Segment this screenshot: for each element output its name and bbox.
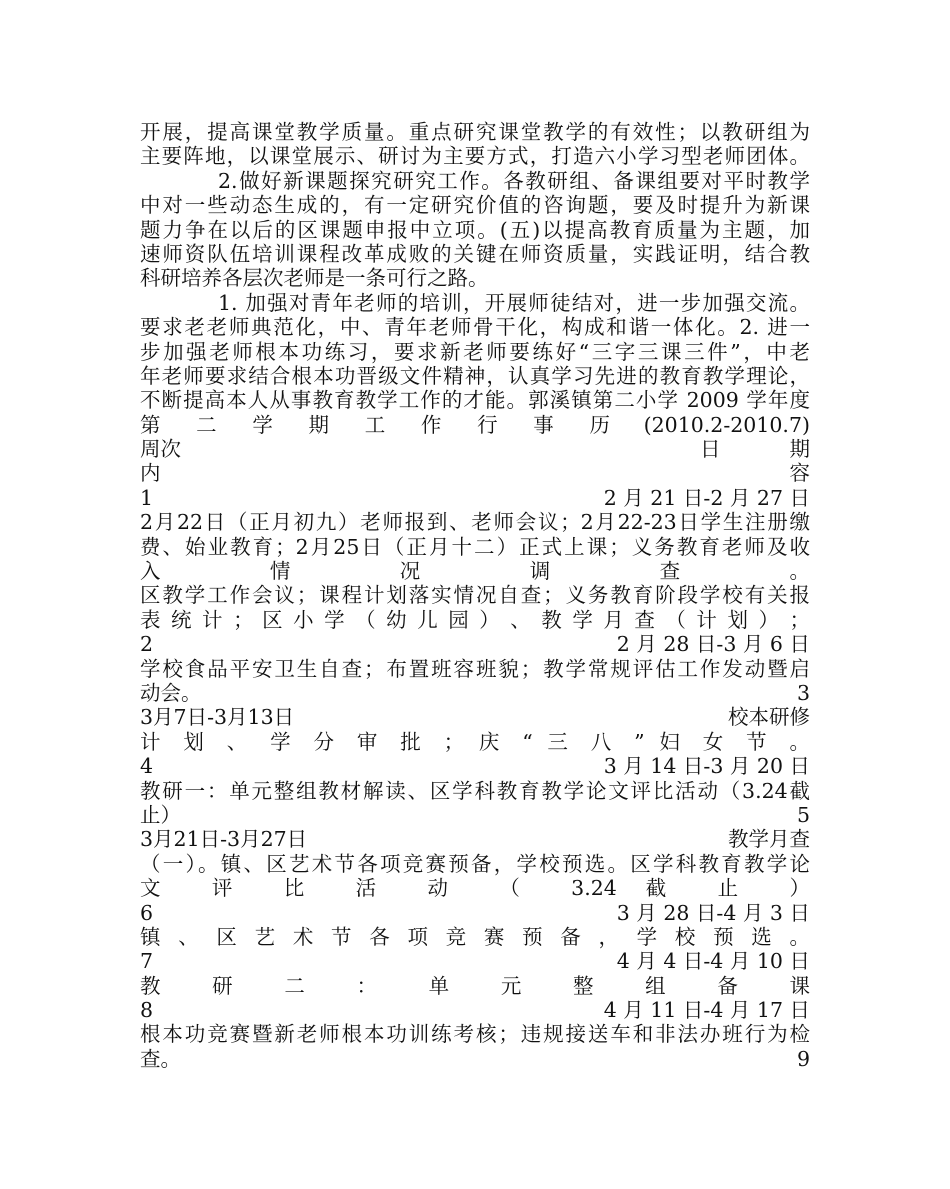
text-line: 速师资队伍培训课程改革成败的关键在师资质量，实践证明，结合教 — [140, 241, 810, 266]
calendar-title: 第 二 学 期 工 作 行 事 历 — [140, 412, 610, 437]
text-line: 2月22日（正月初九）老师报到、老师会议；2月22-23日学生注册缴 — [140, 510, 810, 535]
table-row — [140, 754, 810, 778]
text-line: 文 评 比 活 动 （ 3.24 截 止 ） — [140, 876, 810, 901]
week-date: 4 月 4 日-4 月 10 日 — [616, 949, 810, 974]
week-date: 2 月 28 日-3 月 6 日 — [616, 632, 810, 657]
calendar-title-line — [140, 413, 810, 437]
week-date: 3 月 14 日-3 月 20 日 — [603, 754, 810, 779]
text-line: 费、始业教育；2月25日（正月十二）正式上课；义务教育老师及收 — [140, 534, 810, 559]
calendar-range: (2010.2-2010.7) — [643, 412, 810, 437]
header-date-2: 期 — [789, 437, 810, 462]
table-header-line — [140, 437, 810, 461]
text-line: （一）。镇、区艺术节各项竞赛预备，学校预选。区学科教育教学论 — [140, 851, 810, 876]
text-line — [140, 681, 810, 705]
week-number: 5 — [796, 802, 810, 827]
text-line — [140, 803, 810, 827]
text-line: 镇 、 区 艺 术 节 各 项 竞 赛 预 备 ， 学 校 预 选 。 — [140, 924, 810, 949]
text-line — [140, 1047, 810, 1071]
text-line: 1. 加强对青年老师的培训，开展师徒结对，进一步加强交流。 — [218, 290, 810, 315]
week-date: 2 月 21 日-2 月 27 日 — [603, 485, 810, 510]
week-date: 4 月 11 日-4 月 17 日 — [603, 998, 810, 1023]
text-line: 入 情 况 调 查 。 — [140, 559, 810, 584]
text-line: 题力争在以后的区课题申报中立项。(五)以提高教育质量为主题，加 — [140, 217, 810, 242]
week-number: 9 — [796, 1046, 810, 1071]
row-text: 止） — [140, 802, 181, 827]
text-line: 学校食品平安卫生自查；布置班容班貌；教学常规评估工作发动暨启 — [140, 656, 810, 681]
week-number: 6 — [140, 900, 154, 925]
text-line: 科研培养各层次老师是一条可行之路。 — [140, 266, 489, 291]
text-line: 区教学工作会议；课程计划落实情况自查；义务教育阶段学校有关报 — [140, 583, 810, 608]
text-line: 开展，提高课堂教学质量。重点研究课堂教学的有效性；以教研组为 — [140, 120, 810, 144]
header-content-1: 内 — [140, 461, 161, 486]
table-row — [140, 705, 810, 729]
row-text: 校本研修 — [728, 705, 810, 730]
week-number: 3 — [796, 680, 810, 705]
text-line: 表 统 计 ； 区 小 学 （ 幼 儿 园 ） 、 教 学 月 查 （ 计 划 ） ； — [140, 607, 810, 632]
table-header-line — [140, 461, 810, 485]
table-row — [140, 901, 810, 925]
text-line: 主要阵地，以课堂展示、研讨为主要方式，打造六小学习型老师团体。 — [140, 144, 810, 169]
table-row — [140, 632, 810, 656]
text-line: 步加强老师根本功练习，要求新老师要练好“三字三课三件”，中老 — [140, 339, 810, 364]
text-line: 年老师要求结合根本功晋级文件精神，认真学习先进的教育教学理论， — [140, 363, 810, 388]
text-line: 计 划 、 学 分 审 批 ； 庆 “ 三 八 ” 妇 女 节 。 — [140, 729, 810, 754]
table-row — [140, 949, 810, 973]
header-content-2: 容 — [789, 461, 810, 486]
text-line: 要求老老师典范化，中、青年老师骨干化，构成和谐一体化。2. 进一 — [140, 315, 810, 340]
week-number: 1 — [140, 485, 154, 510]
text-line: 中对一些动态生成的，有一定研究价值的咨询题，要及时提升为新课 — [140, 193, 810, 218]
text-line: 根本功竞赛暨新老师根本功训练考核；违规接送车和非法办班行为检 — [140, 1022, 810, 1047]
header-date-1: 日 — [700, 437, 721, 462]
week-date: 3月21日-3月27日 — [140, 827, 308, 852]
text-line: 2.做好新课题探究研究工作。各教研组、备课组要对平时教学 — [218, 168, 810, 193]
text-line: 教研一：单元整组教材解读、区学科教育教学论文评比活动（3.24截 — [140, 778, 810, 803]
table-row — [140, 998, 810, 1022]
week-number: 8 — [140, 998, 154, 1023]
week-date: 3 月 28 日-4 月 3 日 — [616, 900, 810, 925]
week-number: 7 — [140, 949, 154, 974]
week-number: 2 — [140, 632, 154, 657]
week-date: 3月7日-3月13日 — [140, 705, 295, 730]
week-number: 4 — [140, 754, 154, 779]
table-row — [140, 827, 810, 851]
document-page — [140, 120, 810, 1071]
row-text: 查。 — [140, 1046, 181, 1071]
text-line: 不断提高本人从事教育教学工作的才能。郭溪镇第二小学 2009 学年度 — [140, 388, 810, 413]
text-line: 教 研 二 ： 单 元 整 组 备 课 — [140, 973, 810, 998]
row-text: 动会。 — [140, 680, 202, 705]
header-week: 周次 — [140, 437, 181, 462]
table-row — [140, 486, 810, 510]
row-text: 教学月查 — [728, 827, 810, 852]
